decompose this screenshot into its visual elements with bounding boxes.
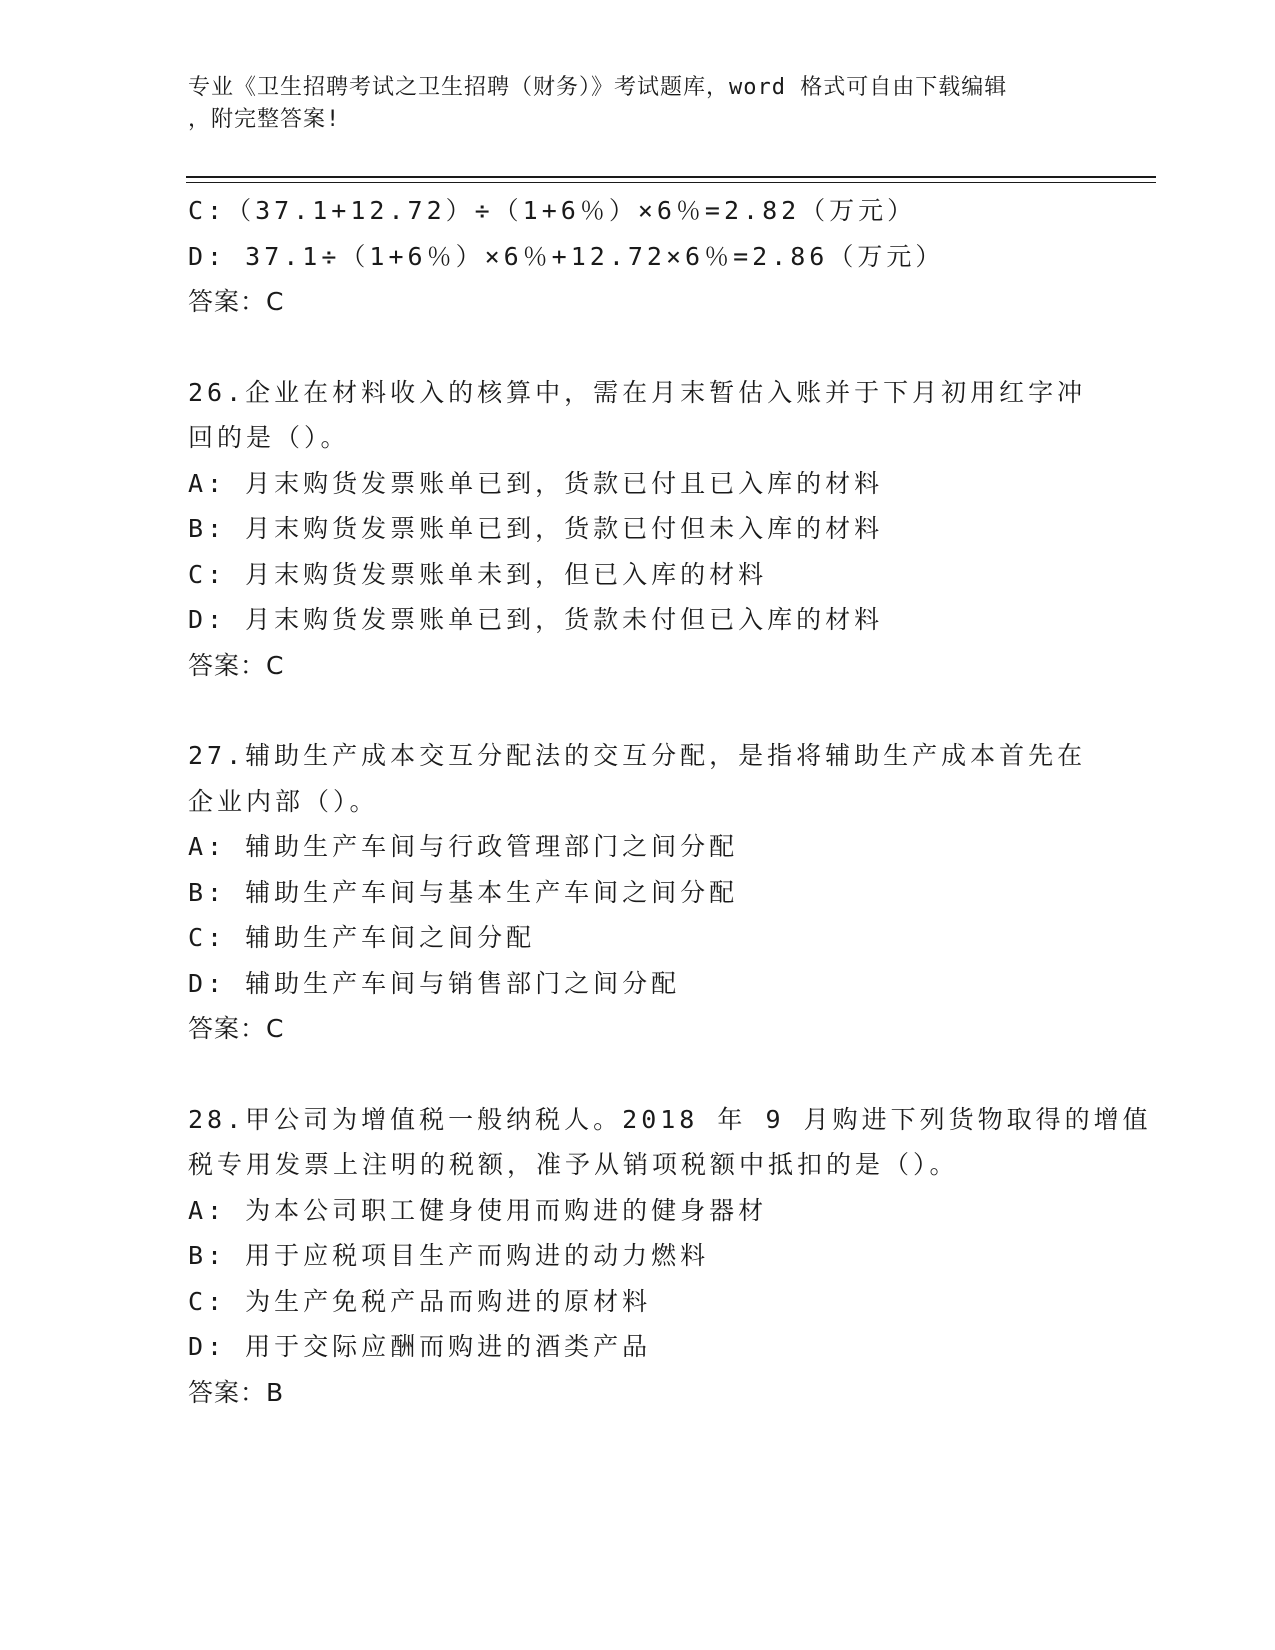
option-c: C:（37.1+12.72）÷（1+6％）×6％=2.82（万元） xyxy=(188,196,917,225)
option-d: D: 月末购货发票账单已到，货款未付但已入库的材料 xyxy=(188,605,884,634)
option-a: A: 月末购货发票账单已到，货款已付且已入库的材料 xyxy=(188,468,884,498)
answer-line: 答案：C xyxy=(188,650,285,680)
option-d: D: 37.1÷（1+6％）×6％+12.72×6％=2.86（万元） xyxy=(188,241,945,271)
question-stem: 26.企业在材料收入的核算中，需在月末暂估入账并于下月初用红字冲 xyxy=(188,377,1087,407)
option-c: C: 月末购货发票账单未到，但已入库的材料 xyxy=(188,559,768,589)
option-b: B: 月末购货发票账单已到，货款已付但未入库的材料 xyxy=(188,514,884,543)
question-stem: 回的是（）。 xyxy=(188,423,350,452)
header-divider-top xyxy=(186,176,1156,178)
answer-line: 答案：C xyxy=(188,287,285,316)
spacer xyxy=(188,688,1088,733)
answer-line: 答案：C xyxy=(188,1014,285,1043)
header-divider-bottom xyxy=(186,182,1156,183)
question-stem: 税专用发票上注明的税额，准予从销项税额中抵扣的是（）。 xyxy=(188,1150,959,1179)
option-d: D: 辅助生产车间与销售部门之间分配 xyxy=(188,968,681,998)
option-b: B: 用于应税项目生产而购进的动力燃料 xyxy=(188,1241,710,1270)
question-26 xyxy=(188,370,1088,689)
question-stem: 27.辅助生产成本交互分配法的交互分配，是指将辅助生产成本首先在 xyxy=(188,741,1087,770)
option-a: A: 辅助生产车间与行政管理部门之间分配 xyxy=(188,832,739,861)
option-a: A: 为本公司职工健身使用而购进的健身器材 xyxy=(188,1195,768,1225)
spacer xyxy=(188,325,1088,370)
question-27 xyxy=(188,733,1088,1052)
question-content xyxy=(188,188,1152,1415)
question-stem: 28.甲公司为增值税一般纳税人。2018 年 9 月购进下列货物取得的增值 xyxy=(188,1104,1152,1134)
option-c: C: 为生产免税产品而购进的原材料 xyxy=(188,1286,652,1316)
option-b: B: 辅助生产车间与基本生产车间之间分配 xyxy=(188,877,739,907)
question-25-continued xyxy=(188,188,1088,325)
header-line-1: 专业《卫生招聘考试之卫生招聘（财务）》考试题库，word 格式可自由下载编辑 xyxy=(188,75,1008,100)
answer-line: 答案：B xyxy=(188,1377,285,1407)
header-line-2: ，附完整答案! xyxy=(188,107,341,132)
question-stem: 企业内部（）。 xyxy=(188,786,379,816)
question-28 xyxy=(188,1097,1152,1416)
option-c: C: 辅助生产车间之间分配 xyxy=(188,923,536,952)
document-header xyxy=(188,72,1068,136)
spacer xyxy=(188,1052,1088,1097)
option-d: D: 用于交际应酬而购进的酒类产品 xyxy=(188,1332,652,1361)
